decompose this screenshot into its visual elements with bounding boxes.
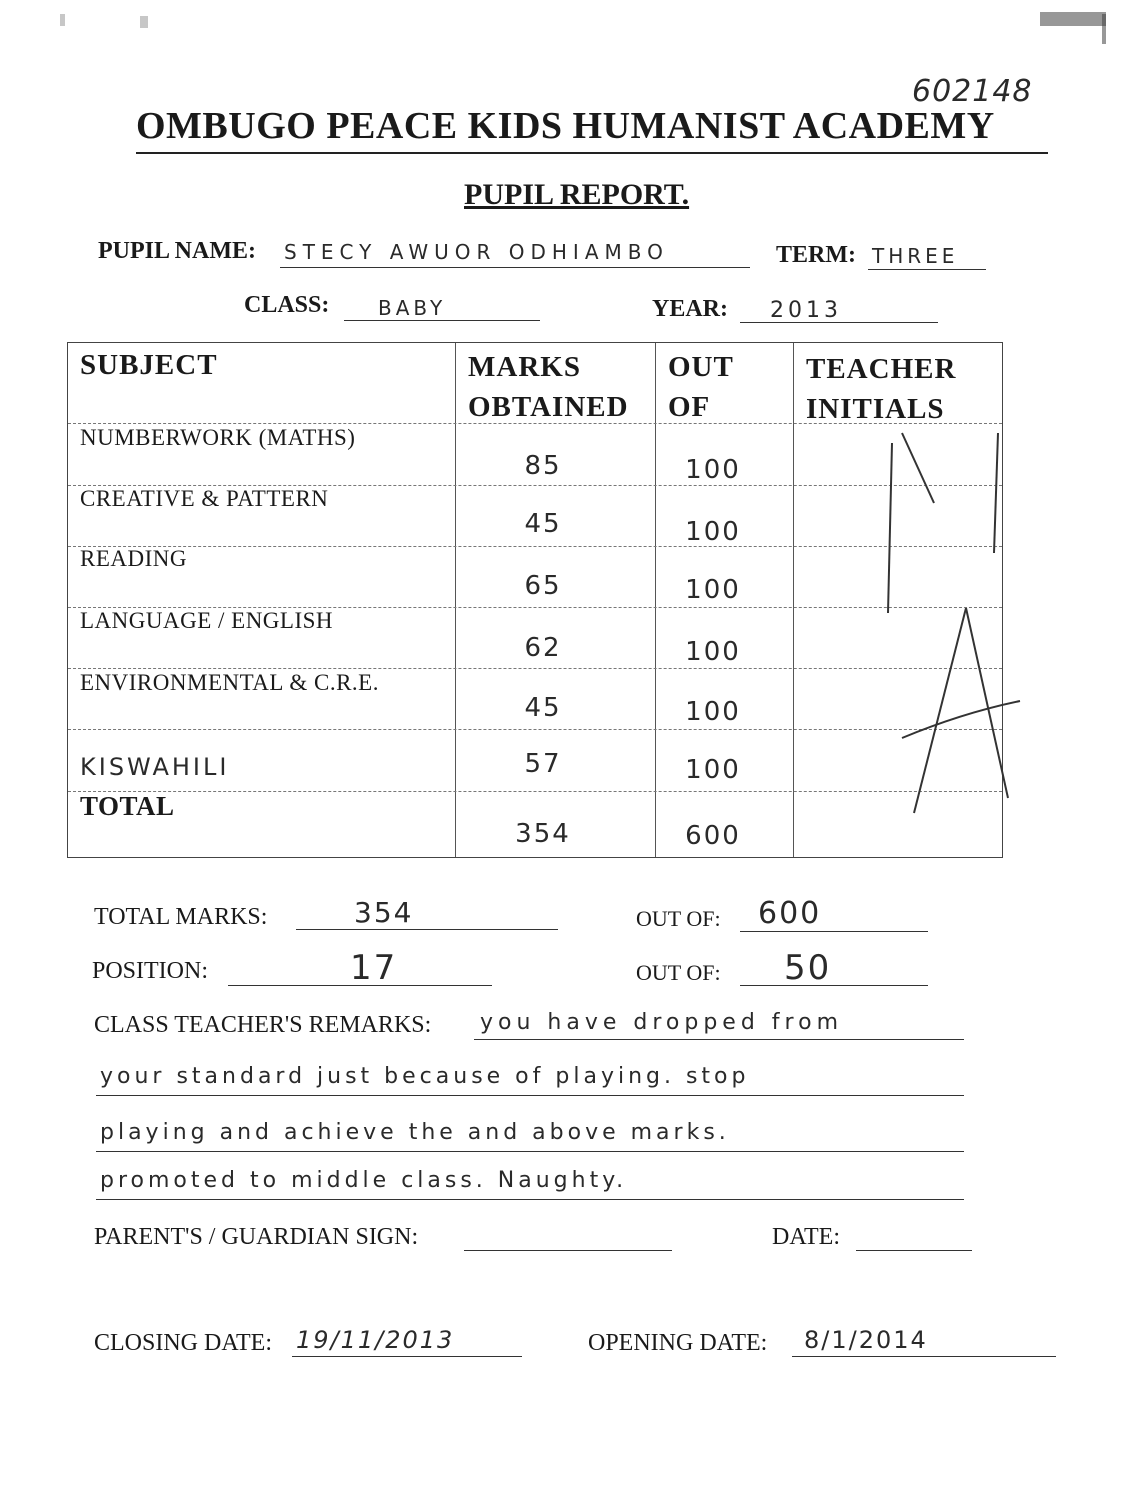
position-label: POSITION: [92,958,209,984]
scan-smudge [1102,14,1106,44]
marks-obtained: 45 [524,509,562,539]
column-divider [793,343,794,857]
marks-obtained: 65 [524,571,562,601]
subject-name: ENVIRONMENTAL & C.R.E. [80,670,379,695]
opening-date-value: 8/1/2014 [804,1326,928,1354]
position-out-of-label: OUT OF: [636,960,721,985]
header-obtained: OBTAINED [468,391,629,423]
total-out-of-value: 600 [758,896,822,931]
year-line [740,322,938,323]
scan-smudge [60,14,65,26]
report-title: PUPIL REPORT. [464,178,690,211]
remarks-rule [474,1039,964,1040]
closing-date-line [292,1356,522,1357]
total-marks-line [296,929,558,930]
total-marks-obtained: 354 [515,819,571,849]
year-value: 2013 [770,298,842,323]
remarks-line-2: your standard just because of playing. stop [100,1064,750,1089]
header-out: OUT [668,351,734,383]
total-label: TOTAL [80,791,175,821]
date-label: DATE: [772,1224,840,1250]
marks-obtained: 62 [524,633,562,663]
marks-obtained: 45 [524,693,562,723]
remarks-rule [96,1150,964,1152]
closing-date-value: 19/11/2013 [296,1326,455,1354]
position-out-of-line [740,985,928,986]
position-value: 17 [350,948,398,988]
subject-name: KISWAHILI [80,753,230,781]
class-label: CLASS: [244,292,330,318]
total-out-of-label: OUT OF: [636,906,721,931]
position-line [228,985,492,986]
class-line [344,320,540,321]
remarks-label: CLASS TEACHER'S REMARKS: [94,1012,432,1038]
document-number: 602148 [912,74,1033,109]
header-of: OF [668,391,711,423]
teacher-initials-signature [862,423,1062,823]
marks-out-of: 100 [685,517,741,547]
scan-smudge [1040,12,1106,26]
header-subject: SUBJECT [80,349,218,381]
marks-out-of: 100 [685,575,741,605]
remarks-line-4: promoted to middle class. Naughty. [100,1168,628,1193]
term-value: THREE [872,244,959,268]
pupil-name-value: STECY AWUOR ODHIAMBO [284,240,669,264]
total-out-of-line [740,931,928,932]
marks-obtained: 57 [524,749,562,779]
parent-sign-label: PARENT'S / GUARDIAN SIGN: [94,1224,419,1250]
column-divider [655,343,656,857]
header-marks: MARKS [468,351,581,383]
subject-name: CREATIVE & PATTERN [80,486,329,511]
remarks-rule [96,1198,964,1200]
position-out-of-value: 50 [784,948,832,988]
marks-obtained: 85 [524,451,562,481]
school-name: OMBUGO PEACE KIDS HUMANIST ACADEMY [136,105,995,147]
scan-smudge [140,16,148,28]
marks-out-of: 100 [685,755,741,785]
subject-name: READING [80,546,187,571]
pupil-name-label: PUPIL NAME: [98,238,256,264]
parent-sign-line [464,1250,672,1251]
total-marks-out-of: 600 [685,821,741,851]
term-label: TERM: [776,242,856,268]
subject-name: LANGUAGE / ENGLISH [80,608,334,633]
subject-name: NUMBERWORK (MATHS) [80,425,356,450]
total-marks-label: TOTAL MARKS: [94,904,268,930]
total-marks-value: 354 [354,896,414,929]
date-line [856,1250,972,1251]
opening-date-label: OPENING DATE: [588,1330,768,1356]
opening-date-line [792,1356,1056,1357]
closing-date-label: CLOSING DATE: [94,1330,272,1356]
class-value: BABY [378,296,447,320]
remarks-rule [96,1094,964,1096]
marks-out-of: 100 [685,637,741,667]
marks-out-of: 100 [685,455,741,485]
pupil-name-line [280,267,750,268]
term-line [868,269,986,270]
header-teacher: TEACHER [806,353,957,385]
remarks-line-1: you have dropped from [480,1010,843,1035]
marks-table [67,342,1003,858]
marks-out-of: 100 [685,697,741,727]
title-underline [136,152,1048,154]
year-label: YEAR: [652,296,728,322]
header-initials: INITIALS [806,393,945,425]
column-divider [455,343,456,857]
remarks-line-3: playing and achieve the and above marks. [100,1120,730,1145]
